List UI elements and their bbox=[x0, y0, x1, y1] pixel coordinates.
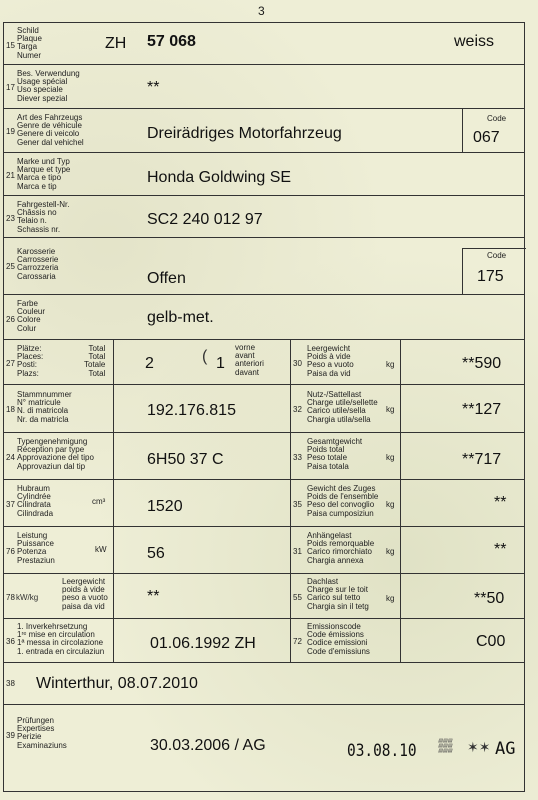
type-approval-value: 6H50 37 C bbox=[147, 451, 224, 468]
field-number: 19 bbox=[6, 127, 15, 136]
field-label: Farbe Couleur Colore Colur bbox=[17, 299, 46, 333]
color-value: gelb-met. bbox=[147, 309, 214, 326]
train-weight-value: ** bbox=[494, 494, 507, 511]
trailer-load-value: ** bbox=[494, 541, 507, 558]
field-label: Anhängelast Poids remorquable Carico rimorchiato Chargia annexa bbox=[307, 531, 375, 565]
row-place-date bbox=[4, 663, 524, 705]
row-type-approval bbox=[4, 433, 524, 480]
field-number: 17 bbox=[6, 83, 15, 92]
row-plate bbox=[4, 23, 524, 65]
total-weight-value: **717 bbox=[462, 451, 502, 468]
field-number: 18 bbox=[6, 405, 15, 414]
unit-label: kg bbox=[386, 405, 395, 414]
emission-code-value: C00 bbox=[476, 633, 506, 650]
power-weight-value: ** bbox=[147, 588, 160, 605]
field-number: 25 bbox=[6, 262, 15, 271]
field-label: Karosserie Carrosserie Carrozzeria Carossaria bbox=[17, 247, 59, 281]
field-label: Plätze: Places: Posti: Plazs: bbox=[17, 344, 44, 378]
unit-label: kg bbox=[386, 594, 395, 603]
unit-label: kW bbox=[95, 545, 107, 554]
seats-total: 2 bbox=[145, 355, 154, 372]
body-code: 175 bbox=[477, 268, 504, 285]
special-use-value: ** bbox=[147, 79, 160, 96]
field-number: 38 bbox=[6, 679, 15, 688]
body-value: Offen bbox=[147, 270, 186, 287]
field-number: 31 bbox=[293, 547, 302, 556]
place-date-value: Winterthur, 08.07.2010 bbox=[36, 675, 198, 692]
field-label: Fahrgestell-Nr. Châssis no Telaio n. Schassis nr. bbox=[17, 200, 70, 234]
field-label-total: Total Total Totale Total bbox=[84, 344, 106, 378]
unit-label: kg bbox=[386, 453, 395, 462]
plate-canton: ZH bbox=[105, 35, 127, 52]
power-value: 56 bbox=[147, 545, 165, 562]
field-label: Stammnummer N° matricule N. di matricola Nr. da matricla bbox=[17, 390, 72, 424]
chassis-value: SC2 240 012 97 bbox=[147, 211, 263, 228]
roof-load-value: **50 bbox=[474, 590, 505, 607]
row-inspections bbox=[4, 705, 524, 793]
row-first-registration bbox=[4, 619, 524, 663]
row-vehicle-kind bbox=[4, 109, 524, 153]
field-label: Emissionscode Code émissions Codice emissioni Code d'emissiuns bbox=[307, 622, 370, 656]
unit-label: kg bbox=[386, 360, 395, 369]
field-label: Schild Plaque Targa Numer bbox=[17, 26, 42, 60]
field-label: Bes. Verwendung Usage spécial Uso speciale Diever spezial bbox=[17, 69, 80, 103]
unit-label: cm³ bbox=[92, 497, 106, 506]
vehicle-kind-code: 067 bbox=[473, 129, 500, 146]
stamp-logo-icon: ▤▤▤ ▤▤▤ ▤▤▤ bbox=[438, 738, 453, 754]
field-number: 21 bbox=[6, 171, 15, 180]
field-number: 24 bbox=[6, 453, 15, 462]
field-number: 26 bbox=[6, 315, 15, 324]
field-label: Leergewicht Poids à vide Peso a vuoto Paisa da vid bbox=[307, 344, 354, 378]
inspection-stamp: 03.08.10 bbox=[347, 741, 417, 761]
field-label: Art des Fahrzeugs Genre de véhicule Genere di veicolo Gener dal vehichel bbox=[17, 113, 84, 147]
field-label: Leergewicht poids à vide peso a vuoto paisa da vid bbox=[62, 577, 108, 611]
field-label: Hubraum Cylindrée Cilindrata Cilindrada bbox=[17, 484, 54, 518]
field-number: 30 bbox=[293, 359, 302, 368]
field-label: Nutz-/Sattellast Charge utile/sellette Carico utile/sella Chargia utila/sella bbox=[307, 390, 378, 424]
row-power-weight bbox=[4, 574, 524, 619]
first-registration-value: 01.06.1992 ZH bbox=[150, 635, 256, 652]
make-type-value: Honda Goldwing SE bbox=[147, 169, 292, 186]
code-label: Code bbox=[487, 251, 507, 260]
stamp-stars-icon: ✶✶ bbox=[467, 739, 491, 755]
field-label: Prüfungen Expertises Perizie Examinaziuns bbox=[17, 716, 67, 750]
power-weight-prefix: kW/kg bbox=[16, 593, 39, 602]
payload-value: **127 bbox=[462, 401, 502, 418]
field-label: Typengenehmigung Réception par type Approvazione del tipo Approvaziun dal tip bbox=[17, 437, 94, 471]
field-number: 36 bbox=[6, 637, 15, 646]
unit-label: kg bbox=[386, 500, 395, 509]
row-body bbox=[4, 238, 524, 295]
row-power bbox=[4, 527, 524, 574]
seats-front: 1 bbox=[216, 355, 225, 372]
unit-label: kg bbox=[386, 547, 395, 556]
row-displacement bbox=[4, 480, 524, 527]
registration-card bbox=[3, 22, 525, 792]
row-color bbox=[4, 295, 524, 340]
field-number: 15 bbox=[6, 41, 15, 50]
row-special-use bbox=[4, 65, 524, 109]
code-label: Code bbox=[487, 114, 507, 123]
front-label: vorne avant anteriori davant bbox=[235, 343, 264, 377]
field-label: Dachlast Charge sur le toit Carico sul tetto Chargia sin il tetg bbox=[307, 577, 369, 611]
vehicle-kind-value: Dreirädriges Motorfahrzeug bbox=[147, 125, 342, 142]
field-label: 1. Inverkehrsetzung 1ʳᵉ mise en circulation 1ª messa in circolazione 1. entrada en circulaziun bbox=[17, 622, 105, 656]
field-number: 72 bbox=[293, 637, 302, 646]
field-number: 78 bbox=[6, 593, 15, 602]
registry-value: 192.176.815 bbox=[147, 402, 236, 419]
plate-number: 57 068 bbox=[147, 33, 196, 50]
field-number: 37 bbox=[6, 500, 15, 509]
plate-color: weiss bbox=[454, 33, 495, 50]
inspection-stamp-canton: AG bbox=[495, 739, 516, 759]
row-seats: 27 Plätze: Places: Posti: Plazs: Total Total Totale Total 2 ( 1 vorne avant anteriori davant 30 Leergewicht Poids à vide Peso a vuoto Paisa da vid kg **590 bbox=[4, 340, 524, 385]
empty-weight-value: **590 bbox=[462, 355, 502, 372]
row-chassis bbox=[4, 196, 524, 238]
field-number: 33 bbox=[293, 453, 302, 462]
row-registry bbox=[4, 385, 524, 433]
field-number: 27 bbox=[6, 359, 15, 368]
page-number: 3 bbox=[258, 4, 265, 18]
field-number: 32 bbox=[293, 405, 302, 414]
field-label: Gesamtgewicht Poids total Peso totale Paisa totala bbox=[307, 437, 363, 471]
displacement-value: 1520 bbox=[147, 498, 183, 515]
field-number: 76 bbox=[6, 547, 15, 556]
field-number: 55 bbox=[293, 593, 302, 602]
field-number: 23 bbox=[6, 214, 15, 223]
field-label: Marke und Typ Marque et type Marca e tipo Marca e tip bbox=[17, 157, 71, 191]
field-label: Gewicht des Zuges Poids de l'ensemble Peso del convoglio Paisa cumposiziun bbox=[307, 484, 379, 518]
field-number: 35 bbox=[293, 500, 302, 509]
field-label: Leistung Puissance Potenza Prestaziun bbox=[17, 531, 55, 565]
inspection-value: 30.03.2006 / AG bbox=[150, 737, 266, 754]
row-make-type bbox=[4, 153, 524, 196]
field-number: 39 bbox=[6, 731, 15, 740]
